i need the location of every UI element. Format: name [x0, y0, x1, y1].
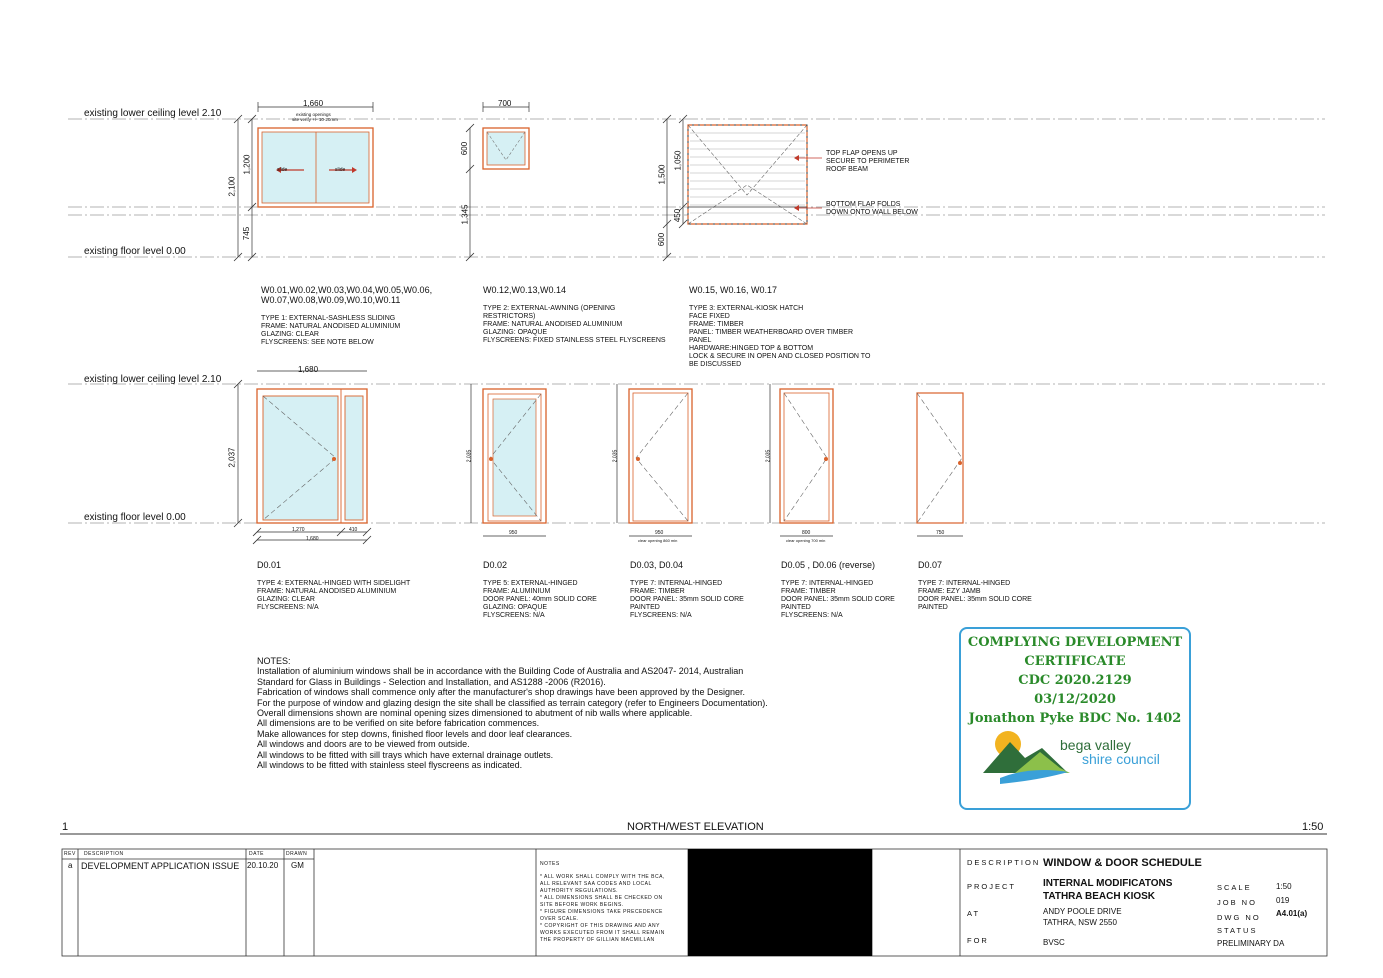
slide-label-left: slide: [277, 167, 288, 173]
note-line: For the purpose of window and glazing design the site shall be classified as terrain category (refer to Engineers Documentation).: [257, 697, 768, 708]
job-no-value: 019: [1276, 896, 1290, 905]
dim-w1-height-sill: 745: [242, 226, 252, 241]
drawing-title: NORTH/WEST ELEVATION: [627, 821, 764, 833]
slide-label-right: slide: [335, 167, 346, 173]
notes-heading: NOTES:: [257, 656, 291, 666]
upper-floor-level-label: existing floor level 0.00: [84, 246, 186, 257]
window-type2-spec: TYPE 2: EXTERNAL-AWNING (OPENING RESTRICTORS) FRAME: NATURAL ANODISED ALUMINIUM GLAZING: OPAQUE FLYSCREENS: FIXED STAINLESS STEEL FLYSCREENS: [483, 305, 666, 344]
upper-ceiling-level-label: existing lower ceiling level 2.10: [84, 108, 222, 119]
revision-letter: a: [68, 861, 73, 870]
address-line-2: TATHRA, NSW 2550: [1043, 918, 1117, 927]
drawn-header: DRAWN: [286, 851, 308, 857]
dim-d5-width: 800: [802, 530, 811, 536]
cdc-stamp: [959, 627, 1191, 810]
note-line: Standard for Glass in Buildings - Selection and Installation, and AS1288 -2006 (R2016).: [257, 676, 606, 687]
note-line: Fabrication of windows shall commence only after the manufacturer's shop drawings have been approved by the Designer.: [257, 687, 745, 698]
dim-d3-width: 950: [655, 530, 664, 536]
desc-header: DESCRIPTION: [84, 851, 124, 857]
stamp-line: CDC 2020.2129: [1018, 673, 1132, 688]
stamp-line: 03/12/2020: [1034, 692, 1116, 707]
dim-d7-width: 750: [936, 530, 945, 536]
dim-d1-height: 2,037: [227, 447, 237, 468]
description-label: DESCRIPTION: [967, 858, 1041, 867]
dim-d5-clear: clear opening 700 min: [786, 538, 826, 543]
client-value: BVSC: [1043, 938, 1065, 947]
lower-ceiling-level-label: existing lower ceiling level 2.10: [84, 374, 222, 385]
dim-w2-height: 600: [460, 141, 470, 156]
note-line: All dimensions are to be verified on site before fabrication commences.: [257, 718, 540, 729]
door-type4-elevation: [234, 371, 371, 544]
door-d05-spec: TYPE 7: INTERNAL-HINGED FRAME: TIMBER DOOR PANEL: 35mm SOLID CORE PAINTED FLYSCREENS: N/A: [781, 580, 895, 619]
door-type7-d03-elevation: [617, 384, 692, 536]
dwg-no-value: A4.01(a): [1276, 909, 1308, 918]
door-type5-elevation: [471, 384, 546, 536]
window-type3-spec: TYPE 3: EXTERNAL-KIOSK HATCH FACE FIXED FRAME: TIMBER PANEL: TIMBER WEATHERBOARD OVER TIMBER PANEL HARDWARE:HINGED TOP & BOTTOM LOCK & SECURE IN OPEN AND CLOSED POSITION TO BE DISCUSSED: [689, 305, 871, 368]
project-label: PROJECT: [967, 882, 1017, 891]
door-d03-spec: TYPE 7: INTERNAL-HINGED FRAME: TIMBER DOOR PANEL: 35mm SOLID CORE PAINTED FLYSCREENS: N/A: [630, 580, 744, 619]
stamp-line: COMPLYING DEVELOPMENT: [967, 635, 1183, 650]
revision-drawn: GM: [291, 861, 304, 870]
project-line-2: TATHRA BEACH KIOSK: [1043, 891, 1156, 902]
window-type3-elevation: [663, 115, 822, 261]
general-notes: [257, 656, 768, 770]
for-label: FOR: [967, 936, 989, 945]
dim-w2-width: 700: [498, 99, 512, 108]
door-d01-code: D0.01: [257, 560, 282, 570]
door-d02-code: D0.02: [483, 560, 508, 570]
dim-d3-height: 2,035: [612, 449, 619, 463]
dim-w1-height-total: 2,100: [227, 176, 237, 197]
stamp-line: CERTIFICATE: [1024, 654, 1126, 669]
door-d02-spec: TYPE 5: EXTERNAL-HINGED FRAME: ALUMINIUM DOOR PANEL: 40mm SOLID CORE GLAZING: OPAQUE FLYSCREENS: N/A: [483, 580, 597, 619]
revision-date: 20.10.20: [247, 861, 279, 870]
window-type2-elevation: [466, 102, 529, 261]
dim-w1-note-a: existing openings: [296, 112, 331, 117]
hatch-bottom-note: BOTTOM FLAP FOLDS DOWN ONTO WALL BELOW: [826, 201, 918, 216]
note-line: All windows and doors are to be viewed from outside.: [257, 739, 470, 750]
note-line: Installation of aluminium windows shall be in accordance with the Building Code of Australia and AS2047- 2014, Australian: [257, 666, 744, 677]
dim-w2-sill: 1,345: [460, 204, 470, 225]
stamp-line: Jonathon Pyke BDC No. 1402: [968, 711, 1182, 726]
title-notes: * ALL WORK SHALL COMPLY WITH THE BCA, ALL RELEVANT SAA CODES AND LOCAL AUTHORITY REGULATIONS. * ALL DIMENSIONS SHALL BE CHECKED ON SITE BEFORE WORK BEGINS. * FIGURE DIMENSIONS TAKE PRECEDENCE OVER SCALE. * COPYRIGHT OF THIS DRAWING AND ANY WORKS EXECUTED FROM IT SHALL REMAIN THE PROPERTY OF GILLIAN MACMILLAN: [540, 874, 665, 943]
dim-d1-side: 410: [349, 527, 358, 533]
scale-label: SCALE: [1217, 883, 1252, 892]
window-type1-elevation: [234, 102, 373, 261]
redacted-block: [688, 849, 872, 956]
door-d01-spec: TYPE 4: EXTERNAL-HINGED WITH SIDELIGHT FRAME: NATURAL ANODISED ALUMINIUM GLAZING: CLEAR FLYSCREENS: N/A: [257, 580, 411, 611]
hatch-top-note: TOP FLAP OPENS UP SECURE TO PERIMETER ROOF BEAM: [826, 150, 910, 173]
council-logo-text-2: shire council: [1082, 751, 1160, 767]
dim-d1-overall: 1,680: [306, 536, 319, 542]
at-label: AT: [967, 909, 981, 918]
dim-d5-height: 2,035: [765, 449, 772, 463]
council-logo-text-1: bega valley: [1060, 737, 1131, 753]
window-type2-code: W0.12,W0.13,W0.14: [483, 285, 567, 295]
date-header: DATE: [249, 851, 264, 857]
dim-w3-bottom: 450: [673, 208, 683, 223]
description-value: WINDOW & DOOR SCHEDULE: [1043, 857, 1202, 869]
window-type1-spec: TYPE 1: EXTERNAL-SASHLESS SLIDING FRAME: NATURAL ANODISED ALUMINIUM GLAZING: CLEAR FLYSCREENS: SEE NOTE BELOW: [261, 315, 401, 346]
door-d07-spec: TYPE 7: INTERNAL-HINGED FRAME: EZY JAMB DOOR PANEL: 35mm SOLID CORE PAINTED: [918, 580, 1032, 611]
dim-d3-clear: clear opening 860 min: [638, 538, 678, 543]
dim-w3-sill: 600: [657, 232, 667, 247]
note-line: All windows to be fitted with sill trays which have external drainage outlets.: [257, 749, 554, 760]
door-d07-code: D0.07: [918, 560, 943, 570]
address-line-1: ANDY POOLE DRIVE: [1043, 907, 1122, 916]
revision-description: DEVELOPMENT APPLICATION ISSUE: [81, 861, 240, 871]
dim-d2-width: 950: [509, 530, 518, 536]
door-d05-code: D0.05 , D0.06 (reverse): [781, 560, 876, 570]
note-line: Make allowances for step downs, finished floor levels and door leaf clearances.: [257, 728, 573, 739]
door-type7-d05-elevation: [770, 384, 833, 536]
dim-w3-top: 1,050: [673, 150, 683, 171]
drawing-scale: 1:50: [1302, 821, 1324, 833]
note-line: All windows to be fitted with stainless steel flyscreens as indicated.: [257, 760, 523, 771]
window-type3-code: W0.15, W0.16, W0.17: [689, 285, 778, 295]
status-value: PRELIMINARY DA: [1217, 939, 1285, 948]
window-type1-code: W0.01,W0.02,W0.03,W0.04,W0.05,W0.06, W0.07,W0.08,W0.09,W0.10,W0.11: [261, 285, 433, 305]
lower-floor-level-label: existing floor level 0.00: [84, 512, 186, 523]
dwg-no-label: DWG NO: [1217, 913, 1261, 922]
dim-d2-height: 2,035: [466, 449, 473, 463]
dim-d1-leaf: 1,270: [292, 527, 305, 533]
drawing-number: 1: [62, 821, 69, 833]
status-label: STATUS: [1217, 926, 1258, 935]
scale-value: 1:50: [1276, 882, 1292, 891]
dim-d1-width: 1,680: [298, 365, 319, 374]
door-d03-code: D0.03, D0.04: [630, 560, 684, 570]
project-line-1: INTERNAL MODIFICATONS: [1043, 878, 1173, 889]
title-notes-heading: NOTES: [540, 861, 560, 867]
rev-header: REV: [64, 851, 76, 857]
note-line: Overall dimensions shown are nominal opening sizes dimensioned to abutment of nib walls where applicable.: [257, 708, 693, 719]
dim-w1-width: 1,660: [303, 99, 324, 108]
dim-w3-height-total: 1,500: [657, 164, 667, 185]
dim-w1-height-top: 1,200: [242, 154, 252, 175]
dim-w1-note-b: site verify +/- 10-20mm: [292, 117, 338, 122]
door-type7-d07-elevation: [917, 393, 963, 536]
job-no-label: JOB NO: [1217, 898, 1257, 907]
